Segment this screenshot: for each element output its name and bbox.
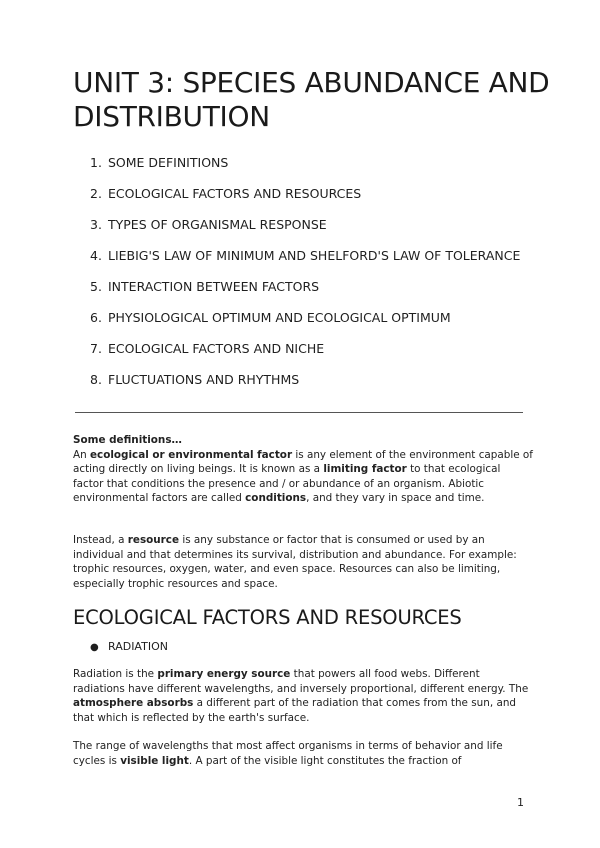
page-number: 1 — [517, 796, 524, 809]
definitions-paragraph-1: An ecological or environmental factor is any element of the environment capable of acting directly on living beings. It is known as a limiting factor to that ecological factor that conditions the presence and / or abundance of an organism. Abiotic environmental factors are called conditions, and they vary in space and time. — [73, 448, 533, 505]
term-limiting-factor: limiting factor — [323, 463, 407, 476]
toc-label: LIEBIG'S LAW OF MINIMUM AND SHELFORD'S LAW OF TOLERANCE — [108, 248, 521, 263]
toc-label: ECOLOGICAL FACTORS AND NICHE — [108, 341, 325, 356]
toc-number: 5. — [90, 279, 102, 294]
radiation-paragraph-1: Radiation is the primary energy source that powers all food webs. Different radiations have different wavelengths, and inversely proportional, different energy. The atmosphere absorbs a different part of the radiation that comes from the sun, and that which is reflected by the earth's surface. — [73, 668, 529, 724]
horizontal-divider — [75, 412, 523, 413]
toc-label: FLUCTUATIONS AND RHYTHMS — [108, 372, 300, 387]
toc-number: 3. — [90, 217, 102, 232]
toc-label: ECOLOGICAL FACTORS AND RESOURCES — [108, 186, 362, 201]
toc-number: 4. — [90, 248, 102, 263]
toc-item — [90, 369, 520, 400]
toc-item — [90, 214, 520, 245]
toc-label: PHYSIOLOGICAL OPTIMUM AND ECOLOGICAL OPTIMUM — [108, 310, 451, 325]
toc-item — [90, 338, 520, 369]
toc-number: 2. — [90, 186, 102, 201]
page-title: UNIT 3: SPECIES ABUNDANCE AND DISTRIBUTION — [73, 66, 550, 133]
toc-item — [90, 183, 520, 214]
section-heading: ECOLOGICAL FACTORS AND RESOURCES — [73, 606, 462, 629]
toc-number: 8. — [90, 372, 102, 387]
toc-item — [90, 276, 520, 307]
toc-label: INTERACTION BETWEEN FACTORS — [108, 279, 320, 294]
term-resource: resource — [127, 534, 180, 546]
definitions-heading: Some definitions… — [73, 434, 182, 446]
toc-label: TYPES OF ORGANISMAL RESPONSE — [108, 217, 327, 232]
term-primary-energy-source: primary energy source — [157, 668, 291, 680]
toc-number: 7. — [90, 341, 102, 356]
toc-label: SOME DEFINITIONS — [108, 155, 229, 170]
term-ecological-factor: ecological or environmental factor — [90, 448, 293, 461]
toc-item — [90, 152, 520, 183]
term-conditions: conditions — [245, 492, 307, 505]
toc-item — [90, 245, 520, 276]
toc-number: 1. — [90, 155, 102, 170]
bullet-dot-icon: ● — [90, 642, 99, 653]
bullet-label: RADIATION — [108, 640, 168, 653]
radiation-paragraph-2: The range of wavelengths that most affect organisms in terms of behavior and life cycles is visible light. A part of the visible light constitutes the fraction of — [73, 740, 503, 767]
bullet-item-radiation — [90, 637, 168, 658]
table-of-contents — [90, 152, 520, 400]
definitions-paragraph-2: Instead, a resource is any substance or factor that is consumed or used by an individual and that determines its survival, distribution and abundance. For example: trophic resources, oxygen, water, and even space. Resources can also be limiting, especially trophic resources and space. — [73, 534, 517, 590]
term-atmosphere-absorbs: atmosphere absorbs — [73, 697, 194, 710]
toc-number: 6. — [90, 310, 102, 325]
definitions-block — [73, 433, 533, 506]
term-visible-light: visible light — [120, 754, 189, 767]
toc-item — [90, 307, 520, 338]
